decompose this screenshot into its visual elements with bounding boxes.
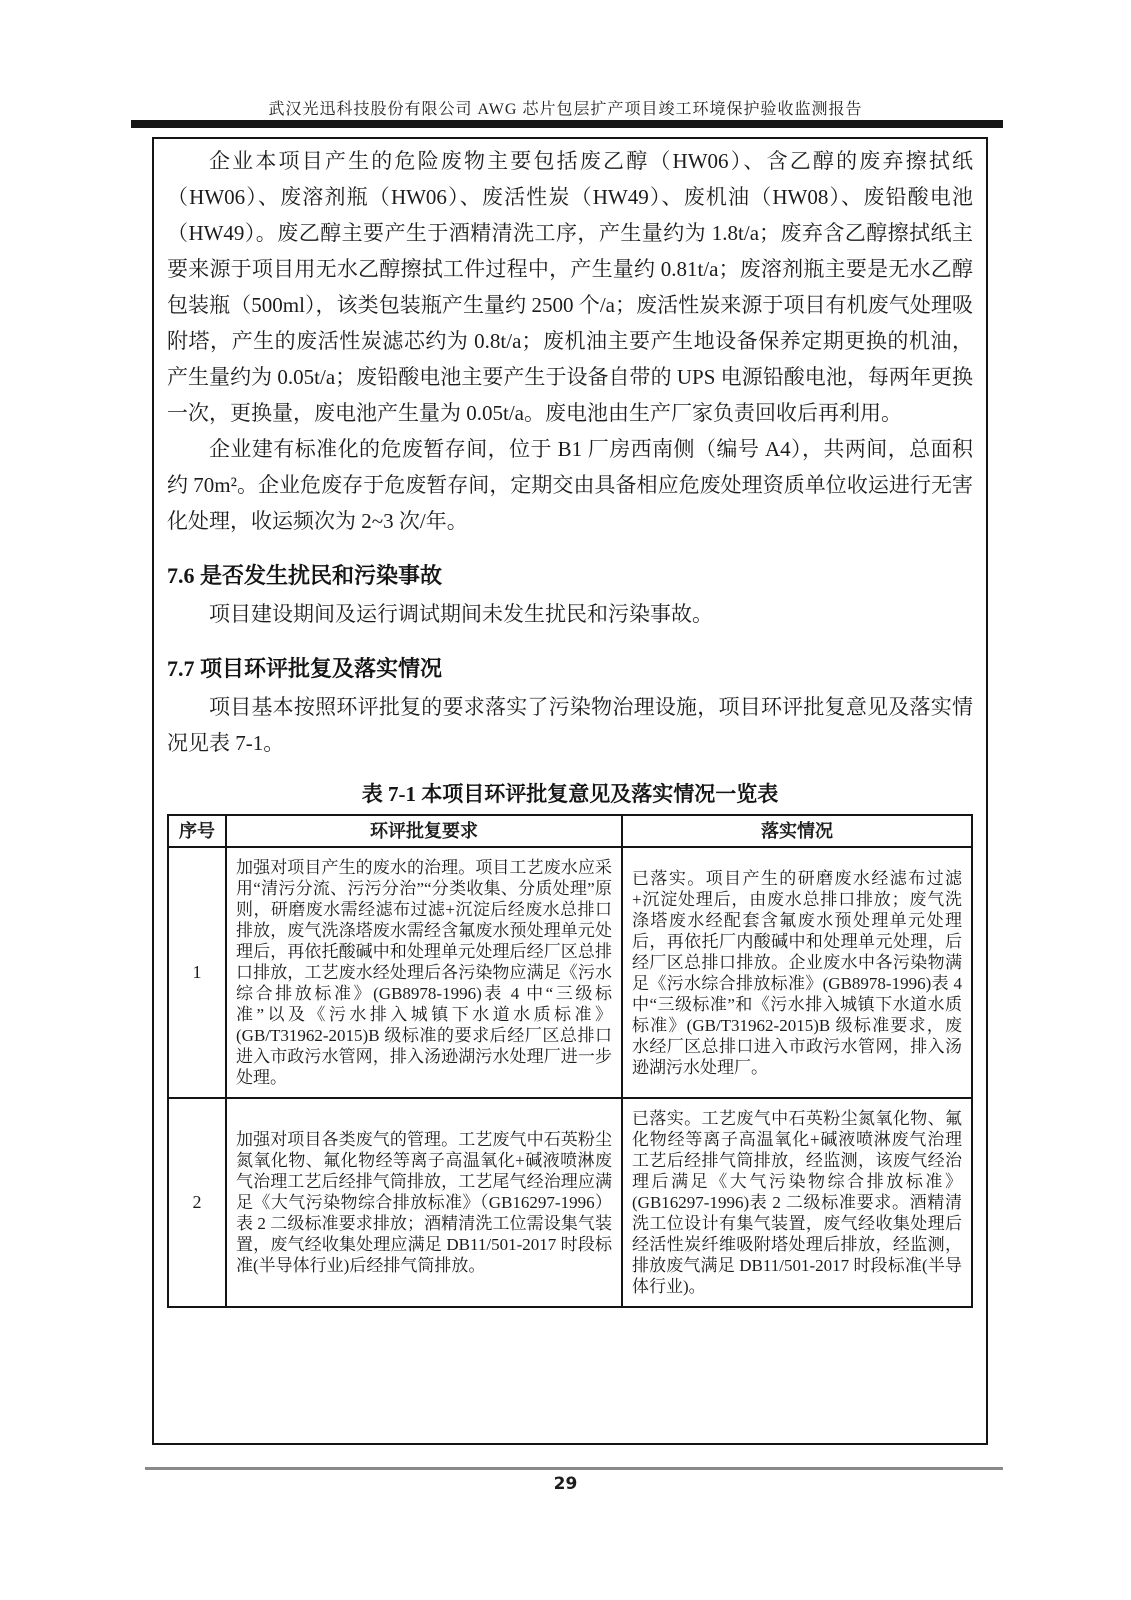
eia-approval-table [167,814,973,1308]
row-2-implementation: 已落实。工艺废气中石英粉尘氮氧化物、氟化物经等离子高温氧化+碱液喷淋废气治理工艺后经排气筒排放，经监测，该废气经治理后满足《大气污染物综合排放标准》(GB16297-1996)表 2 二级标准要求。酒精清洗工位设计有集气装置，废气经收集处理后经活性炭纤维吸附塔处理后排放，经监测，排放废气满足 DB11/501-2017 时段标准(半导体行业)。 [622,1098,972,1307]
header-implementation-status: 落实情况 [622,815,972,847]
table-header-row [168,815,972,847]
row-2-requirement: 加强对项目各类废气的管理。工艺废气中石英粉尘氮氧化物、氟化物经等离子高温氧化+碱液喷淋废气治理工艺后经排气筒排放，工艺尾气经治理应满足《大气污染物综合排放标准》（GB16297-1996）表 2 二级标准要求排放；酒精清洗工位需设集气装置，废气经收集处理应满足 DB11/501-2017 时段标准(半导体行业)后经排气筒排放。 [226,1098,622,1307]
row-1-number: 1 [168,847,226,1098]
report-header-title: 武汉光迅科技股份有限公司 AWG 芯片包层扩产项目竣工环境保护验收监测报告 [268,101,863,118]
section-7-7-heading: 7.7 项目环评批复及落实情况 [167,656,443,681]
page-number: 29 [553,1474,578,1494]
section-7-6-heading: 7.6 是否发生扰民和污染事故 [167,563,443,588]
table-row [168,1098,972,1307]
header-serial-number: 序号 [168,815,226,847]
table-body [168,847,972,1307]
row-1-implementation: 已落实。项目产生的研磨废水经滤布过滤+沉淀处理后，由废水总排口排放；废气洗涤塔废水经配套含氟废水预处理单元处理后，再依托厂内酸碱中和处理单元处理，后经厂区总排口排放。企业废水中各污染物满足《污水综合排放标准》(GB8978-1996)表 4 中“三级标准”和《污水排入城镇下水道水质标准》(GB/T31962-2015)B 级标准要求，废水经厂区总排口进入市政污水管网，排入汤逊湖污水处理厂。 [622,847,972,1098]
content-border-box [152,137,988,1445]
section-7-7-paragraph: 项目基本按照环评批复的要求落实了污染物治理设施，项目环评批复意见及落实情况见表 7-1。 [167,695,973,755]
table-header [168,815,972,847]
row-2-number: 2 [168,1098,226,1307]
row-1-requirement: 加强对项目产生的废水的治理。项目工艺废水应采用“清污分流、污污分治”“分类收集、分质处理”原则，研磨废水需经滤布过滤+沉淀后经废水总排口排放，废气洗涤塔废水需经含氟废水预处理单元处理后，再依托酸碱中和处理单元处理后经厂区总排口排放，工艺废水经处理后各污染物应满足《污水综合排放标准》(GB8978-1996)表 4 中“三级标准”以及《污水排入城镇下水道水质标准》(GB/T31962-2015)B 级标准的要求后经厂区总排口进入市政污水管网，排入汤逊湖污水处理厂进一步处理。 [226,847,622,1098]
footer-rule [145,1467,1003,1470]
table-row [168,847,972,1098]
header-eia-requirement: 环评批复要求 [226,815,622,847]
hazardous-waste-paragraph: 企业本项目产生的危险废物主要包括废乙醇（HW06）、含乙醇的废弃擦拭纸（HW06）、废溶剂瓶（HW06）、废活性炭（HW49）、废机油（HW08）、废铅酸电池（HW49）。废乙醇主要产生于酒精清洗工序，产生量约为 1.8t/a；废弃含乙醇擦拭纸主要来源于项目用无水乙醇擦拭工件过程中，产生量约 0.81t/a；废溶剂瓶主要是无水乙醇包装瓶（500ml），该类包装瓶产生量约 2500 个/a；废活性炭来源于项目有机废气处理吸附塔，产生的废活性炭滤芯约为 0.8t/a；废机油主要产生地设备保养定期更换的机油，产生量约为 0.05t/a；废铅酸电池主要产生于设备自带的 UPS 电源铅酸电池，每两年更换一次，更换量，废电池产生量为 0.05t/a。废电池由生产厂家负责回收后再利用。 [167,149,973,425]
header-double-rule [131,120,1003,128]
waste-storage-paragraph: 企业建有标准化的危废暂存间，位于 B1 厂房西南侧（编号 A4），共两间，总面积约 70m²。企业危废存于危废暂存间，定期交由具备相应危废处理资质单位收运进行无害化处理，收运频次为 2~3 次/年。 [167,437,973,533]
table-7-1-title: 表 7-1 本项目环评批复意见及落实情况一览表 [361,782,779,806]
section-7-6-paragraph: 项目建设期间及运行调试期间未发生扰民和污染事故。 [209,602,713,626]
